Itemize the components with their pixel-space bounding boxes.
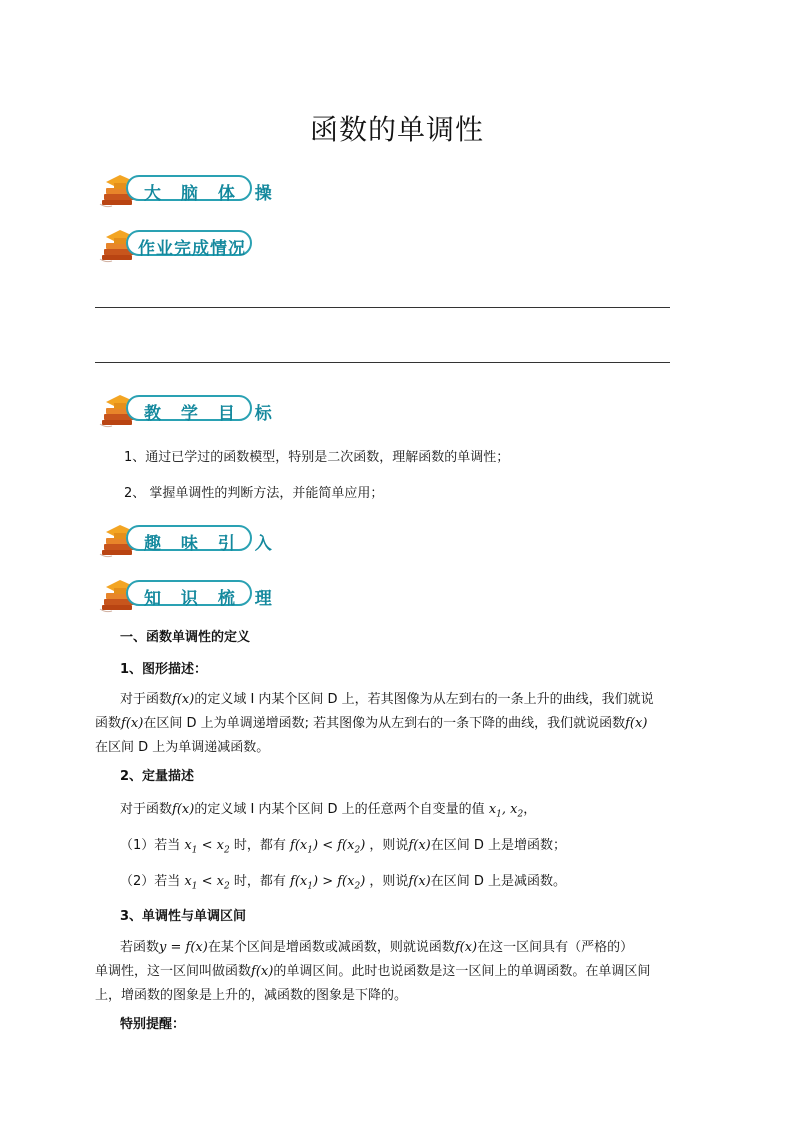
heading-definition: 一、函数单调性的定义 — [120, 630, 251, 645]
section-label: 知 识 梳 理 — [144, 589, 279, 609]
heading-quantitative: 2、定量描述 — [120, 769, 195, 784]
goal-item-1: 1、通过已学过的函数模型，特别是二次函数，理解函数的单调性； — [124, 450, 510, 465]
section-banner-teaching-goals — [96, 390, 279, 430]
heading-special-note: 特别提醒： — [120, 1017, 186, 1032]
section-banner-fun-intro — [96, 520, 279, 560]
answer-line-2 — [95, 362, 670, 363]
section-label: 教 学 目 标 — [144, 404, 279, 424]
section-label: 大 脑 体 操 — [144, 184, 279, 204]
heading-graphic-description: 1、图形描述： — [120, 662, 208, 677]
goal-item-2: 2、 掌握单调性的判断方法，并能简单应用； — [124, 486, 384, 501]
paragraph-line: 对于函数f(x)的定义域 I 内某个区间 D 上的任意两个自变量的值 $x_1$, $x_2$， — [120, 802, 537, 820]
paragraph-line: 单调性，这一区间叫做函数f(x)的单调区间。此时也说函数是这一区间上的单调函数。在单调区间 — [95, 964, 651, 979]
section-label: 趣 味 引 入 — [144, 534, 279, 554]
paragraph-line: 上，增函数的图象是上升的，减函数的图象是下降的。 — [95, 988, 408, 1003]
paragraph-line: 若函数y = f(x)在某个区间是增函数或减函数，则就说函数f(x)在这一区间具有（严格的） — [120, 940, 634, 955]
section-banner-brain-exercise — [96, 170, 279, 210]
paragraph-line: 对于函数f(x)的定义域 I 内某个区间 D 上，若其图像为从左到右的一条上升的曲线，我们就说 — [120, 692, 654, 707]
section-banner-homework — [96, 225, 262, 265]
paragraph-line: 在区间 D 上为单调递减函数。 — [95, 740, 270, 755]
condition-increasing: （1）若当 $x_1 < x_2$ 时，都有 $f(x_1) < f(x_2)$ ，则说f(x)在区间 D 上是增函数； — [120, 838, 567, 856]
condition-decreasing: （2）若当 $x_1 < x_2$ 时，都有 $f(x_1) > f(x_2)$ ，则说f(x)在区间 D 上是减函数。 — [120, 874, 567, 892]
paragraph-line: 函数f(x)在区间 D 上为单调递增函数; 若其图像为从左到右的一条下降的曲线，我们就说函数f(x) — [95, 716, 648, 731]
answer-line-1 — [95, 307, 670, 308]
heading-monotonic-interval: 3、单调性与单调区间 — [120, 909, 247, 924]
page-title: 函数的单调性 — [309, 113, 484, 146]
section-label: 作业完成情况 — [138, 239, 246, 259]
section-banner-knowledge — [96, 575, 279, 615]
